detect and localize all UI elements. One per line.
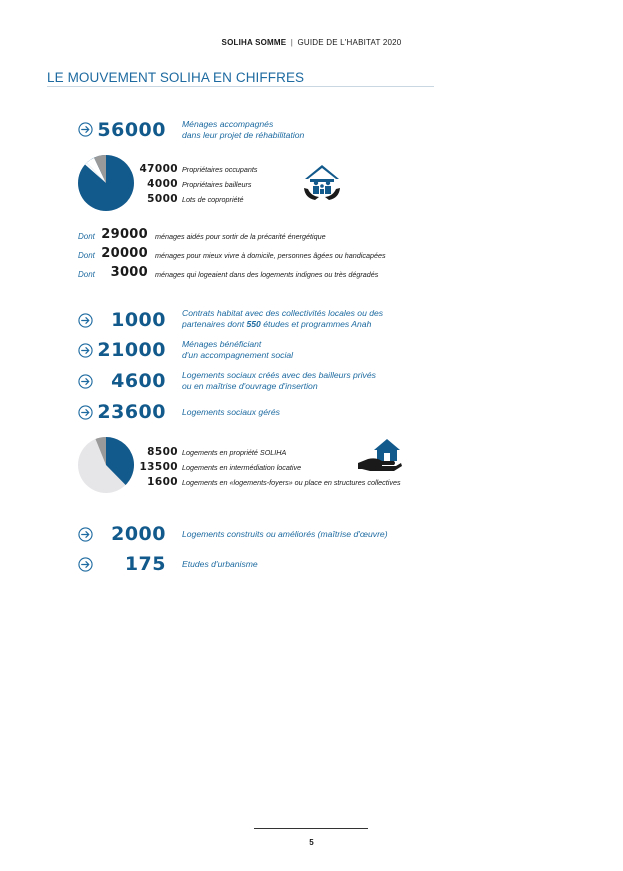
legend-label: Logements en propriété SOLIHA bbox=[182, 448, 287, 457]
legend-label: Propriétaires occupants bbox=[182, 165, 258, 174]
legend-value: 13500 bbox=[139, 461, 178, 473]
house-in-hand-icon bbox=[356, 437, 402, 473]
stat-line: Ménages accompagnés bbox=[182, 119, 274, 129]
dont-value: 29000 bbox=[101, 227, 148, 242]
legend-value: 4000 bbox=[147, 178, 178, 190]
stat-description bbox=[182, 559, 258, 570]
stat-value: 4600 bbox=[111, 370, 166, 392]
footer-rule bbox=[254, 828, 368, 829]
stat-line: Contrats habitat avec des collectivités locales ou des bbox=[182, 308, 384, 318]
dont-prefix: Dont bbox=[78, 232, 95, 241]
stat-line: ou en maîtrise d'ouvrage d'insertion bbox=[182, 381, 318, 391]
stat-emphasis: 550 bbox=[246, 319, 261, 329]
page-title: LE MOUVEMENT SOLIHA EN CHIFFRES bbox=[47, 70, 305, 85]
stat-value: 21000 bbox=[97, 339, 166, 361]
page-number: 5 bbox=[309, 838, 314, 847]
legend-value: 8500 bbox=[147, 446, 178, 458]
stat-description bbox=[182, 308, 383, 330]
legend-label: Logements en «logements-foyers» ou place en structures collectives bbox=[182, 478, 401, 487]
stat-description bbox=[182, 119, 304, 141]
header-guide: GUIDE DE L'HABITAT 2020 bbox=[297, 38, 402, 47]
dont-label: ménages aidés pour sortir de la précarité énergétique bbox=[155, 232, 326, 241]
stat-description bbox=[182, 407, 280, 418]
running-header bbox=[0, 38, 623, 47]
stat-value: 56000 bbox=[97, 119, 166, 141]
stat-line: Ménages bénéficiant bbox=[182, 339, 262, 349]
legend-value: 1600 bbox=[147, 476, 178, 488]
dont-value: 20000 bbox=[101, 246, 148, 261]
legend-value: 47000 bbox=[139, 163, 178, 175]
title-underline bbox=[47, 86, 434, 87]
stat-description bbox=[182, 529, 388, 540]
stat-description bbox=[182, 339, 293, 361]
stat-value: 2000 bbox=[111, 523, 166, 545]
legend-label: Logements en intermédiation locative bbox=[182, 463, 302, 472]
stat-line: Logements sociaux créés avec des bailleurs privés bbox=[182, 370, 376, 380]
stat-value: 23600 bbox=[97, 401, 166, 423]
dont-prefix: Dont bbox=[78, 251, 95, 260]
header-brand: SOLIHA SOMME bbox=[221, 38, 287, 47]
dont-prefix: Dont bbox=[78, 270, 95, 279]
header-separator: | bbox=[290, 38, 294, 47]
family-house-hands-icon bbox=[301, 162, 343, 204]
stat-line: Logements sociaux gérés bbox=[182, 407, 280, 417]
stat-value: 175 bbox=[124, 553, 166, 575]
stat-line: Logements construits ou améliorés (maîtrise d'œuvre) bbox=[182, 529, 388, 539]
stat-line: dans leur projet de réhabilitation bbox=[182, 130, 305, 140]
stat-line bbox=[182, 319, 383, 330]
stat-text: études et programmes Anah bbox=[260, 319, 372, 329]
legend-label: Lots de copropriété bbox=[182, 195, 244, 204]
stat-line: d'un accompagnement social bbox=[182, 350, 294, 360]
legend-value: 5000 bbox=[147, 193, 178, 205]
dont-label: ménages qui logeaient dans des logements indignes ou très dégradés bbox=[155, 270, 379, 279]
dont-value: 3000 bbox=[110, 265, 148, 280]
stat-value: 1000 bbox=[111, 309, 166, 331]
legend-label: Propriétaires bailleurs bbox=[182, 180, 252, 189]
dont-label: ménages pour mieux vivre à domicile, personnes âgées ou handicapées bbox=[155, 251, 386, 260]
stat-line: Etudes d'urbanisme bbox=[182, 559, 258, 569]
stat-text: partenaires dont bbox=[182, 319, 247, 329]
stat-description bbox=[182, 370, 376, 392]
